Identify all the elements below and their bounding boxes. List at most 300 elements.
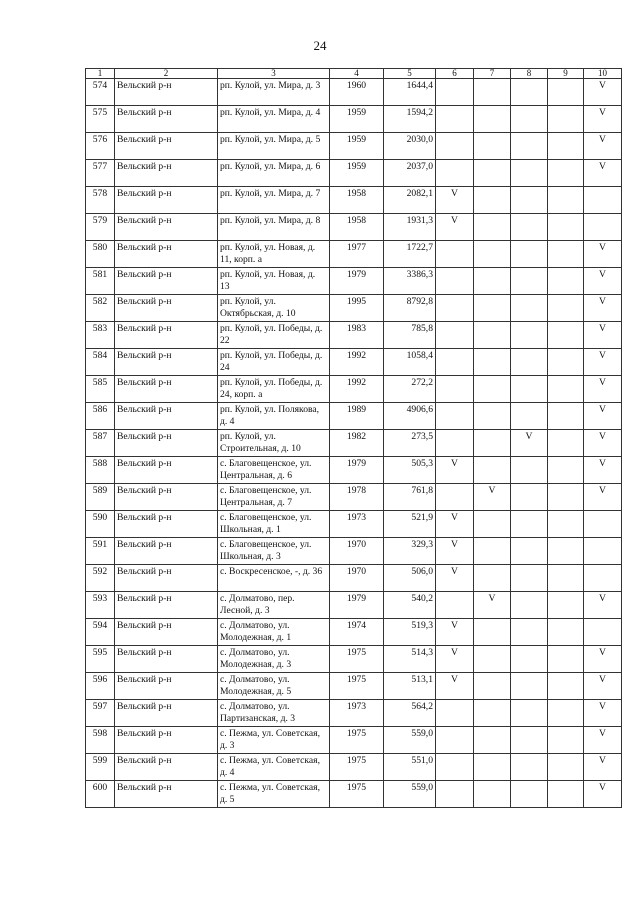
- district-cell: Вельский р-н: [115, 700, 218, 727]
- mark-cell-9: [548, 403, 584, 430]
- mark-cell-9: [548, 322, 584, 349]
- address-cell: рп. Кулой, ул. Новая, д. 13: [218, 268, 330, 295]
- mark-cell-6: [436, 160, 474, 187]
- mark-cell-10: V: [584, 79, 622, 106]
- row-number: 597: [86, 700, 115, 727]
- area-cell: 3386,3: [384, 268, 436, 295]
- mark-cell-7: [474, 511, 511, 538]
- mark-cell-10: [584, 214, 622, 241]
- column-header: 3: [218, 69, 330, 79]
- mark-cell-10: [584, 511, 622, 538]
- year-cell: 1992: [330, 376, 384, 403]
- year-cell: 1995: [330, 295, 384, 322]
- table-row: [86, 646, 622, 673]
- mark-cell-7: [474, 268, 511, 295]
- mark-cell-6: [436, 268, 474, 295]
- table-row: [86, 700, 622, 727]
- district-cell: Вельский р-н: [115, 133, 218, 160]
- table-row: [86, 754, 622, 781]
- row-number: 588: [86, 457, 115, 484]
- row-number: 584: [86, 349, 115, 376]
- row-number: 578: [86, 187, 115, 214]
- area-cell: 513,1: [384, 673, 436, 700]
- mark-cell-10: V: [584, 160, 622, 187]
- row-number: 582: [86, 295, 115, 322]
- table-row: [86, 592, 622, 619]
- mark-cell-9: [548, 241, 584, 268]
- table-row: [86, 781, 622, 808]
- mark-cell-8: [511, 700, 548, 727]
- row-number: 583: [86, 322, 115, 349]
- year-cell: 1970: [330, 538, 384, 565]
- mark-cell-6: [436, 754, 474, 781]
- table-row: [86, 322, 622, 349]
- table-row: [86, 511, 622, 538]
- table-row: [86, 565, 622, 592]
- address-cell: с. Пежма, ул. Советская, д. 5: [218, 781, 330, 808]
- row-number: 600: [86, 781, 115, 808]
- address-cell: рп. Кулой, ул. Октябрьская, д. 10: [218, 295, 330, 322]
- mark-cell-8: [511, 457, 548, 484]
- mark-cell-9: [548, 160, 584, 187]
- mark-cell-7: [474, 700, 511, 727]
- table-row: [86, 430, 622, 457]
- mark-cell-7: [474, 727, 511, 754]
- area-cell: 1594,2: [384, 106, 436, 133]
- district-cell: Вельский р-н: [115, 646, 218, 673]
- address-cell: рп. Кулой, ул. Мира, д. 4: [218, 106, 330, 133]
- table-row: [86, 376, 622, 403]
- column-header: 1: [86, 69, 115, 79]
- district-cell: Вельский р-н: [115, 754, 218, 781]
- area-cell: 564,2: [384, 700, 436, 727]
- mark-cell-8: [511, 349, 548, 376]
- mark-cell-6: [436, 376, 474, 403]
- district-cell: Вельский р-н: [115, 673, 218, 700]
- mark-cell-6: [436, 430, 474, 457]
- table-row: [86, 187, 622, 214]
- mark-cell-8: [511, 484, 548, 511]
- mark-cell-8: [511, 241, 548, 268]
- column-header: 7: [474, 69, 511, 79]
- year-cell: 1992: [330, 349, 384, 376]
- mark-cell-6: [436, 322, 474, 349]
- mark-cell-8: [511, 79, 548, 106]
- mark-cell-7: [474, 538, 511, 565]
- mark-cell-8: [511, 295, 548, 322]
- mark-cell-8: [511, 187, 548, 214]
- mark-cell-6: [436, 349, 474, 376]
- mark-cell-9: [548, 430, 584, 457]
- table-row: [86, 160, 622, 187]
- mark-cell-7: [474, 403, 511, 430]
- mark-cell-8: [511, 511, 548, 538]
- year-cell: 1982: [330, 430, 384, 457]
- area-cell: 514,3: [384, 646, 436, 673]
- mark-cell-9: [548, 727, 584, 754]
- mark-cell-7: [474, 376, 511, 403]
- row-number: 596: [86, 673, 115, 700]
- address-cell: с. Благовещенское, ул. Школьная, д. 3: [218, 538, 330, 565]
- mark-cell-9: [548, 511, 584, 538]
- table-row: [86, 106, 622, 133]
- mark-cell-6: V: [436, 511, 474, 538]
- year-cell: 1979: [330, 457, 384, 484]
- row-number: 577: [86, 160, 115, 187]
- mark-cell-10: V: [584, 349, 622, 376]
- area-cell: 540,2: [384, 592, 436, 619]
- row-number: 589: [86, 484, 115, 511]
- district-cell: Вельский р-н: [115, 403, 218, 430]
- column-number-row: [86, 69, 622, 79]
- mark-cell-8: [511, 403, 548, 430]
- district-cell: Вельский р-н: [115, 511, 218, 538]
- mark-cell-8: [511, 592, 548, 619]
- mark-cell-10: [584, 619, 622, 646]
- mark-cell-9: [548, 484, 584, 511]
- table-row: [86, 403, 622, 430]
- table-row: [86, 133, 622, 160]
- mark-cell-7: V: [474, 484, 511, 511]
- mark-cell-7: [474, 106, 511, 133]
- mark-cell-6: [436, 592, 474, 619]
- mark-cell-7: [474, 673, 511, 700]
- column-header: 6: [436, 69, 474, 79]
- district-cell: Вельский р-н: [115, 241, 218, 268]
- page-number: 24: [313, 38, 327, 53]
- mark-cell-9: [548, 457, 584, 484]
- row-number: 592: [86, 565, 115, 592]
- mark-cell-9: [548, 295, 584, 322]
- column-header: 8: [511, 69, 548, 79]
- district-cell: Вельский р-н: [115, 268, 218, 295]
- mark-cell-10: [584, 538, 622, 565]
- address-cell: с. Воскресенское, -, д. 36: [218, 565, 330, 592]
- mark-cell-9: [548, 592, 584, 619]
- area-cell: 329,3: [384, 538, 436, 565]
- year-cell: 1975: [330, 673, 384, 700]
- row-number: 574: [86, 79, 115, 106]
- mark-cell-6: [436, 106, 474, 133]
- table-row: [86, 214, 622, 241]
- column-header: 9: [548, 69, 584, 79]
- year-cell: 1973: [330, 511, 384, 538]
- area-cell: 506,0: [384, 565, 436, 592]
- mark-cell-9: [548, 673, 584, 700]
- address-cell: с. Благовещенское, ул. Школьная, д. 1: [218, 511, 330, 538]
- area-cell: 551,0: [384, 754, 436, 781]
- mark-cell-10: V: [584, 646, 622, 673]
- mark-cell-9: [548, 268, 584, 295]
- mark-cell-9: [548, 187, 584, 214]
- table-row: [86, 79, 622, 106]
- district-cell: Вельский р-н: [115, 160, 218, 187]
- mark-cell-7: V: [474, 592, 511, 619]
- address-cell: с. Долматово, ул. Партизанская, д. 3: [218, 700, 330, 727]
- district-cell: Вельский р-н: [115, 214, 218, 241]
- mark-cell-6: [436, 403, 474, 430]
- mark-cell-10: V: [584, 403, 622, 430]
- row-number: 575: [86, 106, 115, 133]
- mark-cell-8: [511, 322, 548, 349]
- mark-cell-7: [474, 619, 511, 646]
- address-cell: с. Благовещенское, ул. Центральная, д. 6: [218, 457, 330, 484]
- year-cell: 1958: [330, 214, 384, 241]
- mark-cell-6: [436, 295, 474, 322]
- year-cell: 1983: [330, 322, 384, 349]
- area-cell: 559,0: [384, 781, 436, 808]
- table-row: [86, 295, 622, 322]
- year-cell: 1989: [330, 403, 384, 430]
- mark-cell-7: [474, 295, 511, 322]
- area-cell: 559,0: [384, 727, 436, 754]
- table-row: [86, 538, 622, 565]
- mark-cell-7: [474, 565, 511, 592]
- row-number: 580: [86, 241, 115, 268]
- mark-cell-10: [584, 565, 622, 592]
- row-number: 579: [86, 214, 115, 241]
- address-cell: с. Пежма, ул. Советская, д. 3: [218, 727, 330, 754]
- area-cell: 1644,4: [384, 79, 436, 106]
- mark-cell-10: V: [584, 484, 622, 511]
- district-cell: Вельский р-н: [115, 106, 218, 133]
- table-row: [86, 619, 622, 646]
- year-cell: 1959: [330, 133, 384, 160]
- column-header: 5: [384, 69, 436, 79]
- district-cell: Вельский р-н: [115, 322, 218, 349]
- district-cell: Вельский р-н: [115, 349, 218, 376]
- table-row: [86, 673, 622, 700]
- address-cell: рп. Кулой, ул. Победы, д. 24, корп. а: [218, 376, 330, 403]
- year-cell: 1977: [330, 241, 384, 268]
- mark-cell-10: V: [584, 754, 622, 781]
- mark-cell-8: [511, 781, 548, 808]
- mark-cell-10: V: [584, 268, 622, 295]
- table-row: [86, 457, 622, 484]
- mark-cell-6: V: [436, 565, 474, 592]
- mark-cell-6: V: [436, 646, 474, 673]
- column-header: 2: [115, 69, 218, 79]
- year-cell: 1959: [330, 160, 384, 187]
- row-number: 599: [86, 754, 115, 781]
- area-cell: 4906,6: [384, 403, 436, 430]
- mark-cell-10: [584, 187, 622, 214]
- district-cell: Вельский р-н: [115, 484, 218, 511]
- year-cell: 1960: [330, 79, 384, 106]
- address-cell: с. Долматово, пер. Лесной, д. 3: [218, 592, 330, 619]
- mark-cell-10: V: [584, 106, 622, 133]
- area-cell: 272,2: [384, 376, 436, 403]
- mark-cell-9: [548, 619, 584, 646]
- mark-cell-7: [474, 133, 511, 160]
- address-cell: с. Долматово, ул. Молодежная, д. 3: [218, 646, 330, 673]
- mark-cell-6: [436, 700, 474, 727]
- mark-cell-7: [474, 754, 511, 781]
- table-row: [86, 241, 622, 268]
- mark-cell-10: V: [584, 592, 622, 619]
- year-cell: 1975: [330, 754, 384, 781]
- mark-cell-6: V: [436, 457, 474, 484]
- mark-cell-9: [548, 106, 584, 133]
- row-number: 587: [86, 430, 115, 457]
- row-number: 598: [86, 727, 115, 754]
- mark-cell-9: [548, 754, 584, 781]
- table-row: [86, 484, 622, 511]
- mark-cell-9: [548, 565, 584, 592]
- mark-cell-8: [511, 106, 548, 133]
- address-cell: рп. Кулой, ул. Мира, д. 3: [218, 79, 330, 106]
- mark-cell-7: [474, 187, 511, 214]
- district-cell: Вельский р-н: [115, 592, 218, 619]
- address-cell: рп. Кулой, ул. Новая, д. 11, корп. а: [218, 241, 330, 268]
- row-number: 594: [86, 619, 115, 646]
- year-cell: 1975: [330, 781, 384, 808]
- year-cell: 1978: [330, 484, 384, 511]
- mark-cell-7: [474, 349, 511, 376]
- mark-cell-7: [474, 457, 511, 484]
- area-cell: 2082,1: [384, 187, 436, 214]
- table-row: [86, 268, 622, 295]
- mark-cell-10: V: [584, 322, 622, 349]
- address-cell: рп. Кулой, ул. Полякова, д. 4: [218, 403, 330, 430]
- mark-cell-8: [511, 268, 548, 295]
- address-cell: с. Долматово, ул. Молодежная, д. 1: [218, 619, 330, 646]
- mark-cell-9: [548, 349, 584, 376]
- mark-cell-7: [474, 781, 511, 808]
- mark-cell-6: V: [436, 673, 474, 700]
- mark-cell-8: [511, 214, 548, 241]
- mark-cell-9: [548, 781, 584, 808]
- mark-cell-7: [474, 79, 511, 106]
- mark-cell-8: [511, 565, 548, 592]
- year-cell: 1975: [330, 646, 384, 673]
- mark-cell-9: [548, 538, 584, 565]
- district-cell: Вельский р-н: [115, 187, 218, 214]
- mark-cell-8: [511, 754, 548, 781]
- area-cell: 785,8: [384, 322, 436, 349]
- year-cell: 1973: [330, 700, 384, 727]
- address-cell: рп. Кулой, ул. Победы, д. 22: [218, 322, 330, 349]
- district-cell: Вельский р-н: [115, 565, 218, 592]
- row-number: 585: [86, 376, 115, 403]
- district-cell: Вельский р-н: [115, 376, 218, 403]
- address-cell: с. Пежма, ул. Советская, д. 4: [218, 754, 330, 781]
- mark-cell-10: V: [584, 781, 622, 808]
- district-cell: Вельский р-н: [115, 619, 218, 646]
- mark-cell-10: V: [584, 295, 622, 322]
- area-cell: 1058,4: [384, 349, 436, 376]
- column-header: 4: [330, 69, 384, 79]
- district-cell: Вельский р-н: [115, 79, 218, 106]
- area-cell: 1931,3: [384, 214, 436, 241]
- address-cell: с. Долматово, ул. Молодежная, д. 5: [218, 673, 330, 700]
- mark-cell-7: [474, 241, 511, 268]
- mark-cell-7: [474, 646, 511, 673]
- district-cell: Вельский р-н: [115, 727, 218, 754]
- year-cell: 1970: [330, 565, 384, 592]
- mark-cell-10: V: [584, 133, 622, 160]
- year-cell: 1959: [330, 106, 384, 133]
- column-header: 10: [584, 69, 622, 79]
- area-cell: 521,9: [384, 511, 436, 538]
- mark-cell-10: V: [584, 673, 622, 700]
- mark-cell-8: [511, 538, 548, 565]
- mark-cell-10: V: [584, 457, 622, 484]
- year-cell: 1974: [330, 619, 384, 646]
- mark-cell-8: [511, 160, 548, 187]
- mark-cell-6: [436, 79, 474, 106]
- district-cell: Вельский р-н: [115, 538, 218, 565]
- year-cell: 1979: [330, 592, 384, 619]
- mark-cell-7: [474, 214, 511, 241]
- mark-cell-6: [436, 241, 474, 268]
- district-cell: Вельский р-н: [115, 430, 218, 457]
- address-cell: рп. Кулой, ул. Строительная, д. 10: [218, 430, 330, 457]
- mark-cell-10: V: [584, 727, 622, 754]
- mark-cell-8: [511, 646, 548, 673]
- area-cell: 519,3: [384, 619, 436, 646]
- mark-cell-8: [511, 376, 548, 403]
- mark-cell-9: [548, 79, 584, 106]
- area-cell: 8792,8: [384, 295, 436, 322]
- area-cell: 1722,7: [384, 241, 436, 268]
- address-cell: рп. Кулой, ул. Мира, д. 7: [218, 187, 330, 214]
- table-row: [86, 727, 622, 754]
- area-cell: 2030,0: [384, 133, 436, 160]
- mark-cell-6: V: [436, 214, 474, 241]
- mark-cell-9: [548, 214, 584, 241]
- mark-cell-9: [548, 700, 584, 727]
- row-number: 586: [86, 403, 115, 430]
- table-row: [86, 349, 622, 376]
- housing-register-table: [85, 68, 622, 808]
- mark-cell-6: [436, 727, 474, 754]
- district-cell: Вельский р-н: [115, 457, 218, 484]
- area-cell: 2037,0: [384, 160, 436, 187]
- address-cell: рп. Кулой, ул. Победы, д. 24: [218, 349, 330, 376]
- address-cell: рп. Кулой, ул. Мира, д. 5: [218, 133, 330, 160]
- address-cell: рп. Кулой, ул. Мира, д. 8: [218, 214, 330, 241]
- mark-cell-10: V: [584, 700, 622, 727]
- mark-cell-10: V: [584, 430, 622, 457]
- mark-cell-6: V: [436, 538, 474, 565]
- mark-cell-9: [548, 376, 584, 403]
- district-cell: Вельский р-н: [115, 295, 218, 322]
- mark-cell-9: [548, 133, 584, 160]
- mark-cell-6: V: [436, 187, 474, 214]
- row-number: 591: [86, 538, 115, 565]
- mark-cell-8: [511, 133, 548, 160]
- mark-cell-7: [474, 322, 511, 349]
- year-cell: 1958: [330, 187, 384, 214]
- mark-cell-7: [474, 160, 511, 187]
- mark-cell-10: V: [584, 376, 622, 403]
- row-number: 593: [86, 592, 115, 619]
- mark-cell-6: [436, 484, 474, 511]
- year-cell: 1975: [330, 727, 384, 754]
- mark-cell-6: [436, 781, 474, 808]
- row-number: 595: [86, 646, 115, 673]
- row-number: 590: [86, 511, 115, 538]
- mark-cell-8: [511, 619, 548, 646]
- row-number: 576: [86, 133, 115, 160]
- area-cell: 505,3: [384, 457, 436, 484]
- mark-cell-8: [511, 673, 548, 700]
- mark-cell-6: V: [436, 619, 474, 646]
- year-cell: 1979: [330, 268, 384, 295]
- mark-cell-6: [436, 133, 474, 160]
- address-cell: с. Благовещенское, ул. Центральная, д. 7: [218, 484, 330, 511]
